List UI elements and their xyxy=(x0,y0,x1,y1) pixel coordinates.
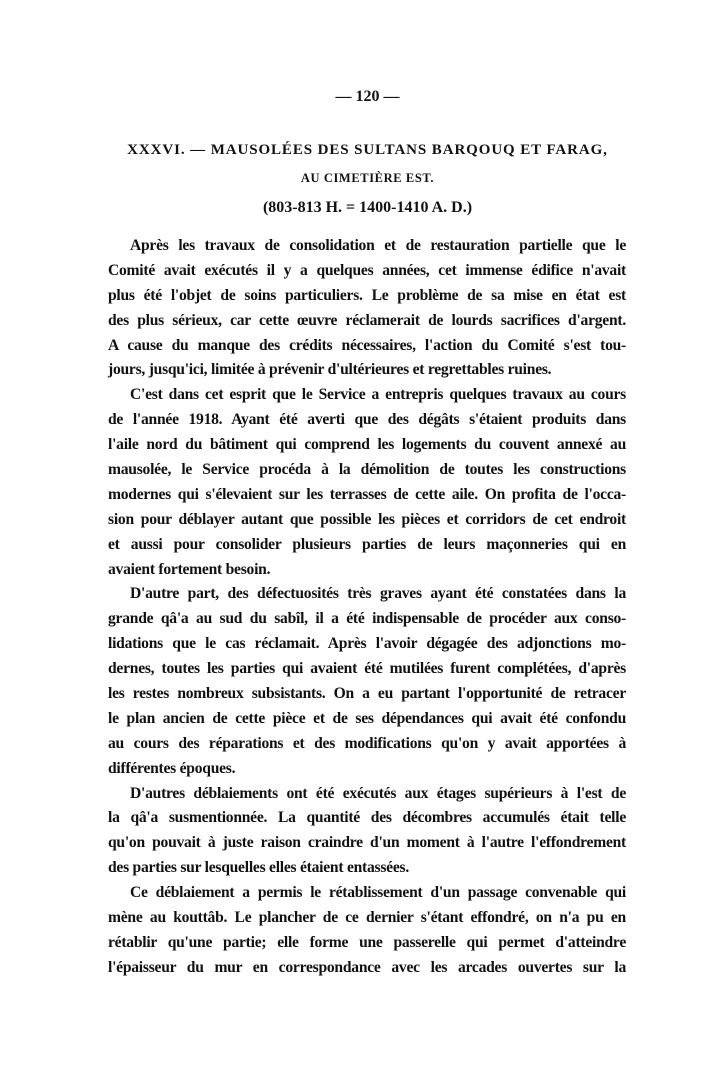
text-line: qu'on pouvait à juste raison craindre d'un moment à l'autre l'effondrement xyxy=(108,834,626,852)
text-line: et aussi pour consolider plusieurs parties de leurs maçonneries qui en xyxy=(108,535,626,553)
body-text xyxy=(108,234,626,981)
text-line: Après les travaux de consolidation et de restauration partielle que le xyxy=(130,237,626,254)
text-line: avaient fortement besoin. xyxy=(108,560,271,578)
text-line: rétablir qu'une partie; elle forme une passerelle qui permet d'atteindre xyxy=(108,933,626,951)
text-line: différentes époques. xyxy=(108,759,236,777)
text-line: au cours des réparations et des modifications qu'on y avait apportées à xyxy=(108,734,626,752)
text-line: sion pour déblayer autant que possible les pièces et corridors de cet endroit xyxy=(108,510,626,528)
text-line: le plan ancien de cette pièce et de ses dépendances qui avait été confondu xyxy=(108,709,626,727)
text-line: des plus sérieux, car cette œuvre réclamerait de lourds sacrifices d'argent. xyxy=(108,311,626,329)
text-line: C'est dans cet esprit que le Service a entrepris quelques travaux au cours xyxy=(130,386,626,404)
text-line: D'autre part, des défectuosités très graves ayant été constatées dans la xyxy=(130,585,626,603)
page-number: — 120 — xyxy=(335,88,400,105)
text-line: dernes, toutes les parties qui avaient été mutilées furent complétées, d'après xyxy=(108,660,626,678)
section-subtitle: AU CIMETIÈRE EST. xyxy=(300,171,435,185)
text-line: la qâ'a susmentionnée. La quantité des décombres accumulés était telle xyxy=(108,809,626,827)
text-line: l'épaisseur du mur en correspondance avec les arcades ouvertes sur la xyxy=(108,958,626,976)
text-line: de l'année 1918. Ayant été averti que des dégâts s'étaient produits dans xyxy=(108,411,626,429)
text-line: des parties sur lesquelles elles étaient entassées. xyxy=(108,859,409,877)
text-line: A cause du manque des crédits nécessaires, l'action du Comité s'est tou- xyxy=(108,336,626,354)
text-line: mausolée, le Service procéda à la démolition de toutes les constructions xyxy=(108,461,626,479)
section-title: XXXVI. — MAUSOLÉES DES SULTANS BARQOUQ ET FARAG, xyxy=(127,142,608,158)
text-line: grande qâ'a au sud du sabîl, il a été indispensable de procéder aux conso- xyxy=(108,610,626,628)
text-line: lidations que le cas réclamait. Après l'avoir dégagée des adjonctions mo- xyxy=(108,635,626,653)
text-line: les restes nombreux subsistants. On a eu partant l'opportunité de retracer xyxy=(108,685,626,703)
text-line: modernes qui s'élevaient sur les terrasses de cette aile. On profita de l'occa- xyxy=(108,485,626,503)
section-dates: (803-813 H. = 1400-1410 A. D.) xyxy=(262,199,473,216)
text-line: l'aile nord du bâtiment qui comprend les logements du couvent annexé au xyxy=(108,436,626,454)
text-line: jours, jusqu'ici, limitée à prévenir d'ultérieures et regrettables ruines. xyxy=(108,361,552,379)
text-line: mène au kouttâb. Le plancher de ce dernier s'étant effondré, on n'a pu en xyxy=(108,909,626,927)
text-line: D'autres déblaiements ont été exécutés aux étages supérieurs à l'est de xyxy=(130,784,626,802)
text-line: Ce déblaiement a permis le rétablissement d'un passage convenable qui xyxy=(130,884,626,902)
text-line: plus été l'objet de soins particuliers. Le problème de sa mise en état est xyxy=(108,286,626,304)
text-line: Comité avait exécutés il y a quelques années, cet immense édifice n'avait xyxy=(108,261,626,279)
